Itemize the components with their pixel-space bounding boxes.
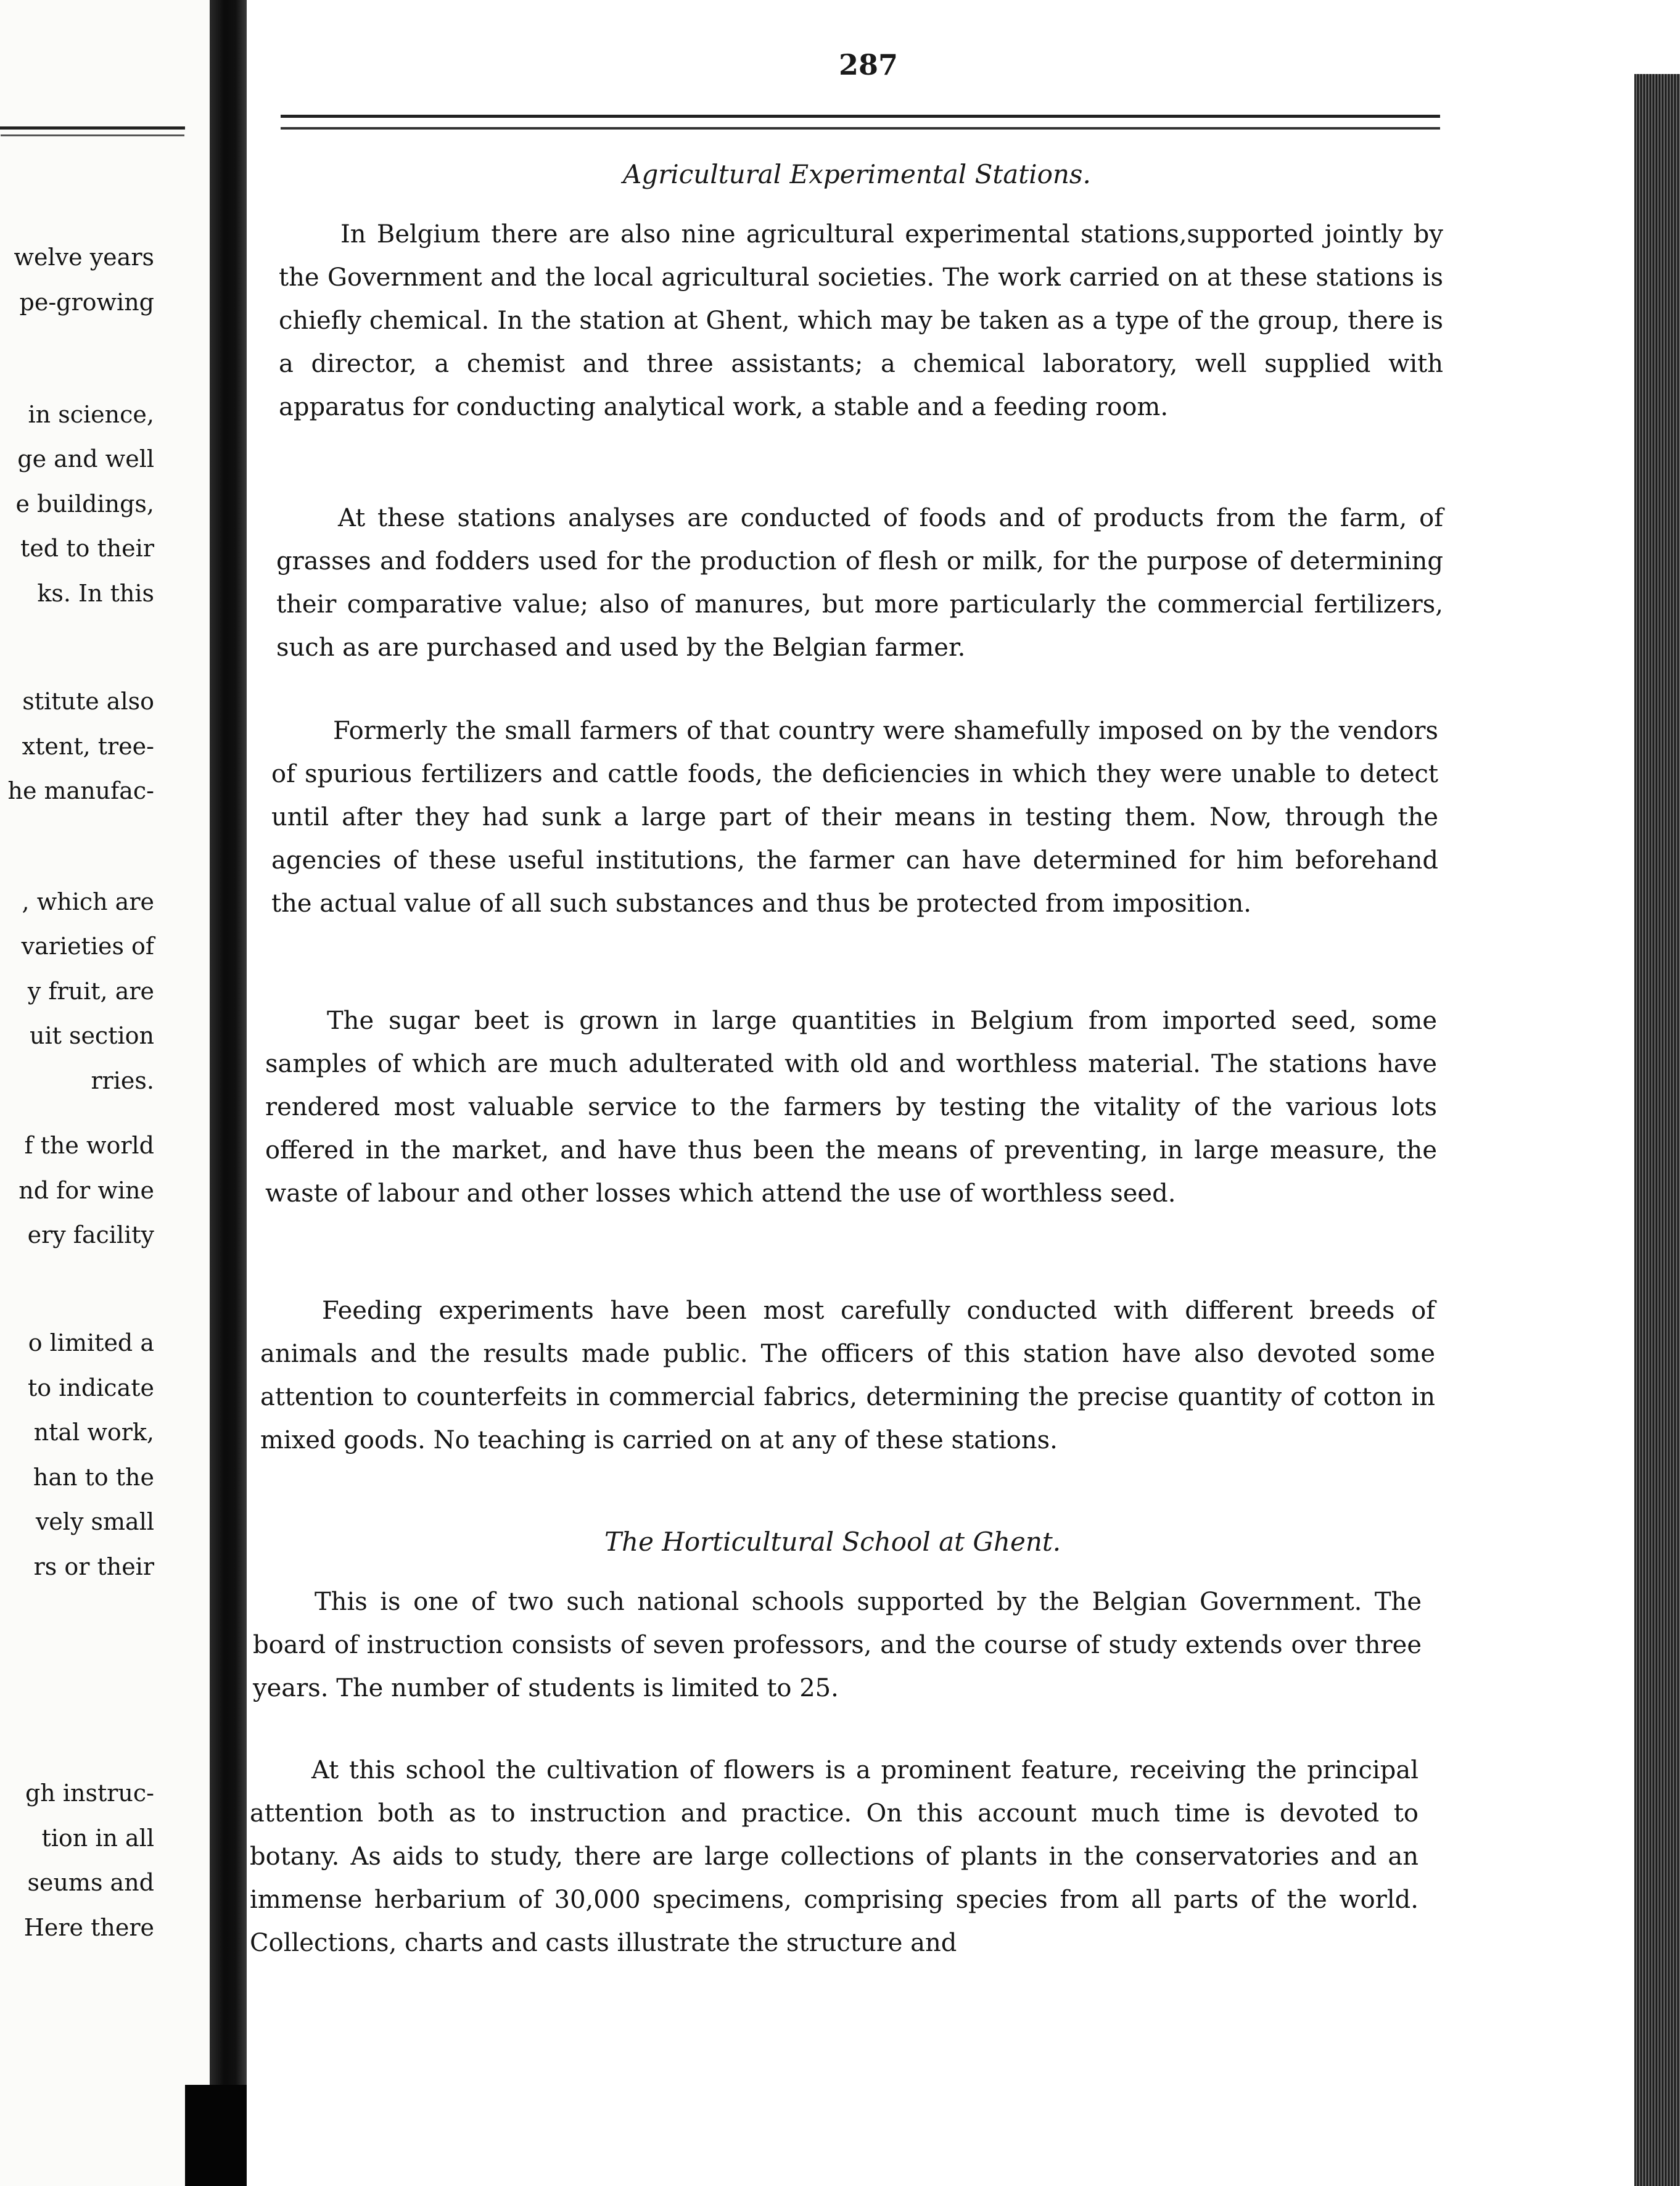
left-page-line: he manufac-	[7, 777, 154, 804]
left-page-line: to indicate	[27, 1374, 154, 1401]
paragraph-cultivation-flowers: At this school the cultivation of flowers is a prominent feature, receiving the principal attention both as to instruction and practice. On this account much time is devoted to botany. As aids to study, there are large collections of plants in the conservatories and an immense herbarium of 30,000 specimens, comprising species from all parts of the world. Collections, charts and casts illustrate the structure and	[250, 1756, 1419, 1957]
left-page-line: welve years	[14, 244, 154, 271]
left-page-line: ery facility	[27, 1221, 154, 1248]
left-page-line: rs or their	[33, 1553, 154, 1580]
left-page-line: ge and well	[17, 445, 154, 472]
left-page-line: o limited a	[28, 1329, 154, 1356]
left-page-line: xtent, tree-	[22, 733, 154, 760]
left-page-line: e buildings,	[15, 490, 154, 518]
left-page-line: tion in all	[41, 1825, 154, 1852]
left-page-line: pe-growing	[19, 289, 154, 316]
section-heading-horticultural-school: The Horticultural School at Ghent.	[604, 1527, 1061, 1557]
section-heading-agricultural-stations: Agricultural Experimental Stations.	[623, 159, 1091, 189]
left-page-line: , which are	[22, 888, 154, 915]
left-page-rule	[0, 126, 185, 130]
left-page-line: rries.	[91, 1067, 154, 1094]
left-page-line: gh instruc-	[25, 1780, 154, 1807]
left-page-line: varieties of	[21, 933, 154, 960]
left-page-line: in science,	[28, 401, 154, 428]
paragraph-analyses: At these stations analyses are conducted of foods and of products from the farm, of grasses and fodders used for the production of flesh or milk, for the purpose of determining their comparative value; also of manures, but more particularly the commercial fertilizers, such as are purchased and used by the Belgian farmer.	[276, 504, 1443, 662]
paragraph-fertilizers: Formerly the small farmers of that country were shamefully imposed on by the vendors of spurious fertilizers and cattle foods, the deficiencies in which they were unable to detect until after they had sunk a large part of their means in testing them. Now, through the agencies of these useful institutions, the farmer can have determined for him beforehand the actual value of all such substances and thus be protected from imposition.	[271, 717, 1438, 918]
left-page-line: seums and	[27, 1869, 154, 1896]
left-page-fragment	[0, 0, 210, 2186]
left-page-line: stitute also	[22, 688, 154, 715]
left-page-line: vely small	[35, 1508, 154, 1535]
page-edge	[1634, 74, 1680, 2186]
left-page-line: han to the	[33, 1464, 154, 1491]
page-number: 287	[839, 48, 899, 81]
paragraph-national-schools: This is one of two such national schools supported by the Belgian Government. The board of instruction consists of seven professors, and the course of study extends over three years. The number of students is limited to 25.	[253, 1588, 1422, 1702]
paragraph-stations-intro: In Belgium there are also nine agricultural experimental stations,supported jointly by the Government and the local agricultural societies. The work carried on at these stations is chiefly chemical. In the station at Ghent, which may be taken as a type of the group, there is a director, a chemist and three assistants; a chemical laboratory, well supplied with apparatus for conducting analytical work, a stable and a feeding room.	[279, 220, 1443, 421]
book-gutter	[210, 0, 247, 2186]
left-page-line: f the world	[24, 1132, 154, 1159]
paragraph-sugar-beet: The sugar beet is grown in large quantities in Belgium from imported seed, some samples of which are much adulterated with old and worthless material. The stations have rendered most valuable service to the farmers by testing the vitality of the various lots offered in the market, and have thus been the means of preventing, in large measure, the waste of labour and other losses which attend the use of worthless seed.	[265, 1007, 1437, 1208]
left-page-line: ted to their	[20, 535, 154, 562]
left-page-line: nd for wine	[19, 1177, 154, 1204]
left-page-line: ntal work,	[33, 1419, 154, 1446]
header-rule-top	[281, 115, 1440, 118]
paragraph-feeding-experiments: Feeding experiments have been most carefully conducted with different breeds of animals and the results made public. The officers of this station have also devoted some attention to counterfeits in commercial fabrics, determining the precise quantity of cotton in mixed goods. No teaching is carried on at any of these stations.	[260, 1297, 1435, 1454]
left-page-line: y fruit, are	[27, 978, 154, 1005]
left-page-line: uit section	[29, 1022, 154, 1049]
header-rule-bottom	[281, 127, 1440, 130]
left-page-line: Here there	[23, 1914, 154, 1941]
left-page-line: ks. In this	[37, 580, 154, 607]
